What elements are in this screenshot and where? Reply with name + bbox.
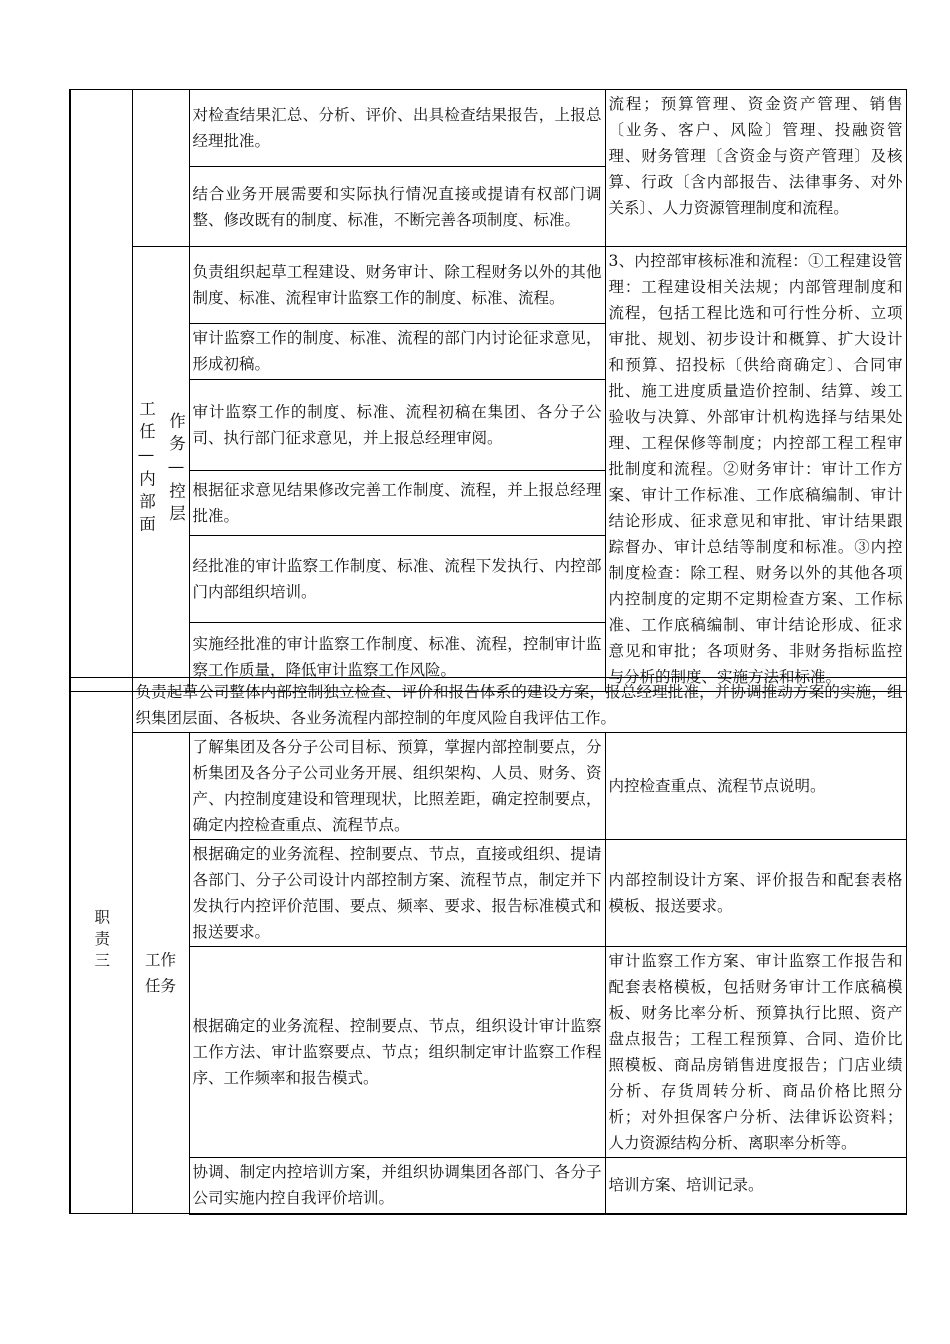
duty-label-cell-prev: [70, 90, 132, 692]
table-row: [70, 678, 906, 733]
inner-control-label: [132, 247, 189, 692]
task-cell: 根据确定的业务流程、控制要点、节点，组织设计审计监察工作方法、审计监察要点、节点；组织制定审计监察工作程序、工作频率和报告模式。: [189, 947, 605, 1158]
task-cell: 对检查结果汇总、分析、评价、出具检查结果报告，上报总经理批准。: [189, 90, 605, 167]
task-cell: 实施经批准的审计监察工作制度、标准、流程，控制审计监察工作质量，降低审计监察工作风险。: [189, 623, 605, 692]
table-row: [70, 840, 906, 947]
table-row: [70, 947, 906, 1158]
task-cell: 根据征求意见结果修改完善工作制度、流程，并上报总经理批准。: [189, 471, 605, 536]
table-row: [70, 90, 906, 167]
task-cell: 负责组织起草工程建设、财务审计、除工程财务以外的其他制度、标准、流程审计监察工作的制度、标准、流程。: [189, 247, 605, 324]
duty3-label: 职责三: [92, 909, 111, 974]
duty3-table: [69, 677, 907, 1215]
task-cell: 协调、制定内控培训方案，并组织协调集团各部门、各分子公司实施内控自我评价培训。: [189, 1158, 605, 1214]
duty3-task-label: 工作任务: [145, 951, 177, 995]
table-row: [70, 1158, 906, 1214]
duty3-summary: 负责起草公司整体内部控制独立检查、评价和报告体系的建设方案，报总经理批准，并协调推动方案的实施，组织集团层面、各板块、各业务流程内部控制的年度风险自我评估工作。: [132, 678, 906, 733]
duty3-label-cell: [70, 678, 132, 1214]
output-cell: 流程；预算管理、资金资产管理、销售〔业务、客户、风险〕管理、投融资管理、财务管理〔含资金与资产管理〕及核算、行政〔含内部报告、法律事务、对外关系〕、人力资源管理制度和流程。: [605, 90, 906, 247]
task-cell: 经批准的审计监察工作制度、标准、流程下发执行、内控部门内部组织培训。: [189, 535, 605, 622]
output-cell: 内部控制设计方案、评价报告和配套表格模板、报送要求。: [605, 840, 906, 947]
table-row: [70, 733, 906, 840]
task-cell: 了解集团及各分子公司目标、预算，掌握内部控制要点，分析集团及各分子公司业务开展、组织架构、人员、财务、资产、内控制度建设和管理现状，比照差距，确定控制要点，确定内控检查重点、流程节点。: [189, 733, 605, 840]
output-cell: 3、内控部审核标准和流程：①工程建设管理：工程建设相关法规；内部管理制度和流程，包括工程比选和可行性分析、立项审批、规划、初步设计和概算、扩大设计和预算、招投标〔供给商确定〕、合同审批、施工进度质量造价控制、结算、竣工验收与决算、外部审计机构选择与结果处理、工程保修等制度；内控部工程工程审批制度和流程。②财务审计：审计工作方案、审计工作标准、工作底稿编制、审计结论形成、征求意见和审批、审计结果跟踪督办、审计总结等制度和标准。③内控制度检查：除工程、财务以外的其他各项内控制度的定期不定期检查方案、工作标准、工作底稿编制、审计结论形成、征求意见和审批；各项财务、非财务指标监控与分析的制度、实施方法和标准。: [605, 247, 906, 692]
duty3-task-label-cell: [132, 733, 189, 1214]
output-cell: 培训方案、培训记录。: [605, 1158, 906, 1214]
task-cell: 审计监察工作的制度、标准、流程初稿在集团、各分子公司、执行部门征求意见，并上报总经理审阅。: [189, 379, 605, 470]
task-cell: 审计监察工作的制度、标准、流程的部门内讨论征求意见，形成初稿。: [189, 324, 605, 380]
output-cell: 审计监察工作方案、审计监察工作报告和配套表格模板，包括财务审计工作底稿模板、财务比率分析、预算执行比照、资产盘点报告；工程工程预算、合同、造价比照模板、商品房销售进度报告；门店业绩分析、存货周转分析、商品价格比照分析；对外担保客户分析、法律诉讼资料；人力资源结构分析、离职率分析等。: [605, 947, 906, 1158]
responsibility-table: [69, 89, 907, 692]
task-cell: 根据确定的业务流程、控制要点、节点，直接或组织、提请各部门、分子公司设计内部控制方案、流程节点，制定并下发执行内控评价范围、要点、频率、要求、报告标准模式和报送要求。: [189, 840, 605, 947]
inner-control-label-col1: 工任—内部面: [136, 400, 156, 538]
task-cell: 结合业务开展需要和实际执行情况直接或提请有权部门调整、修改既有的制度、标准，不断完善各项制度、标准。: [189, 167, 605, 247]
table-row: [70, 247, 906, 324]
inner-control-label-col2: 作务—控层: [166, 411, 186, 527]
subsection-label-cell-prev: [132, 90, 189, 247]
output-cell: 内控检查重点、流程节点说明。: [605, 733, 906, 840]
